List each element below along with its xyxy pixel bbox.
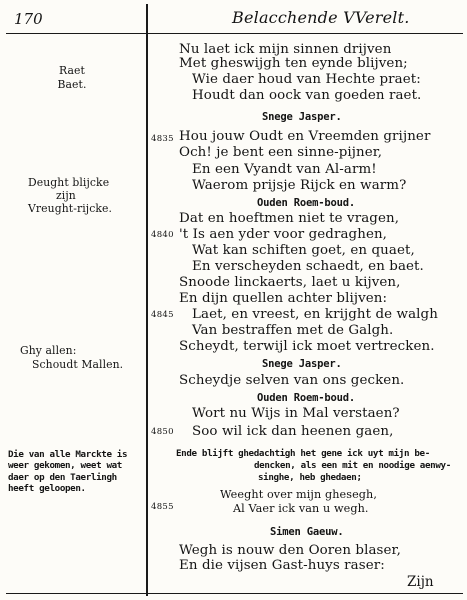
verse-line: 't Is aen yder voor gedraghen, xyxy=(179,227,388,242)
line-number: 4840 xyxy=(151,230,174,240)
verse-line: Waerom prijsje Rijck en warm? xyxy=(192,178,407,193)
speaker-name: Snege Jasper. xyxy=(262,111,342,123)
verse-line: Nu laet ick mijn sinnen drijven xyxy=(179,42,392,57)
header-rule xyxy=(6,33,463,34)
column-rule xyxy=(146,4,148,596)
line-number: 4835 xyxy=(151,134,174,144)
verse-line: Van bestraffen met de Galgh. xyxy=(192,323,394,338)
speaker-name: Snege Jasper. xyxy=(262,358,342,370)
verse-line: Wie daer houd van Hechte praet: xyxy=(192,72,421,87)
verse-line: Och! je bent een sinne-pijner, xyxy=(179,145,383,160)
speaker-name: Ouden Roem-boud. xyxy=(257,392,355,404)
verse-line: Scheydt, terwijl ick moet vertrecken. xyxy=(179,339,435,354)
speaker-name: Ouden Roem-boud. xyxy=(257,197,355,209)
catchword: Zijn xyxy=(407,574,434,590)
verse-line: En dijn quellen achter blijven: xyxy=(179,291,388,306)
verse-line: Wegh is nouw den Ooren blaser, xyxy=(179,543,401,558)
verse-line: Met gheswijgh ten eynde blijven; xyxy=(179,56,408,71)
line-number: 4845 xyxy=(151,310,174,320)
verse-line: Weeght over mijn ghesegh, xyxy=(220,488,378,501)
verse-line: Houdt dan oock van goeden raet. xyxy=(192,88,422,103)
footer-rule xyxy=(6,593,463,594)
stage-direction: Ende blijft ghedachtigh het gene ick uyt mijn be- dencken, als een mit en noodige aenwy- singhe, heb ghedaen; xyxy=(176,448,451,483)
verse-line: Soo wil ick dan heenen gaen, xyxy=(192,424,394,439)
margin-note: Deught blijcke zijn Vreught-rijcke. xyxy=(28,176,113,215)
verse-line: Laet, en vreest, en krijght de walgh xyxy=(192,307,438,322)
verse-line: En verscheyden schaedt, en baet. xyxy=(192,259,424,274)
page-number: 170 xyxy=(14,10,43,28)
verse-line: En een Vyandt van Al-arm! xyxy=(192,162,377,177)
verse-line: Hou jouw Oudt en Vreemden grijner xyxy=(179,129,431,144)
verse-line: Wat kan schiften goet, en quaet, xyxy=(192,243,415,258)
line-number: 4850 xyxy=(151,427,174,437)
verse-line: Al Vaer ick van u wegh. xyxy=(233,502,369,515)
speaker-name: Simen Gaeuw. xyxy=(270,526,344,538)
running-title: Belacchende VVerelt. xyxy=(232,8,410,27)
verse-line: Snoode linckaerts, laet u kijven, xyxy=(179,275,401,290)
line-number: 4855 xyxy=(151,502,174,512)
margin-note: Die van alle Marckte is weer gekomen, weet wat daer op den Taerlingh heeft geloopen. xyxy=(8,449,128,494)
verse-line: Scheydje selven van ons gecken. xyxy=(179,373,405,388)
verse-line: En die vijsen Gast-huys raser: xyxy=(179,558,385,573)
margin-note: Ghy allen: Schoudt Mallen. xyxy=(20,344,124,371)
verse-line: Wort nu Wijs in Mal verstaen? xyxy=(192,406,400,421)
margin-note: Raet Baet. xyxy=(57,64,87,91)
verse-line: Dat en hoeftmen niet te vragen, xyxy=(179,211,400,226)
